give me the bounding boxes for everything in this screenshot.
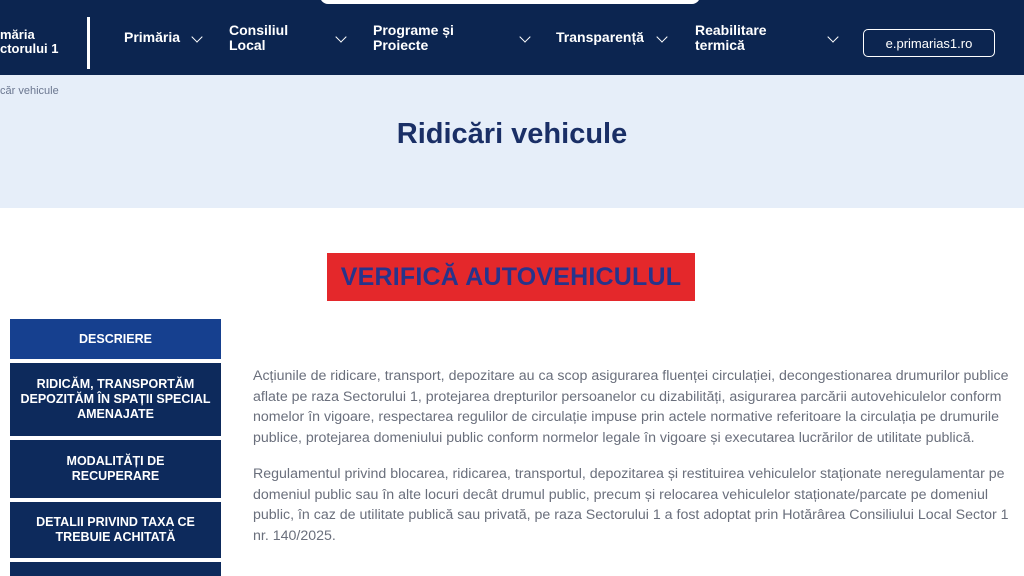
- chevron-down-icon: [656, 31, 667, 42]
- sidebar-item-more[interactable]: [10, 562, 221, 576]
- sidebar-item-label: MODALITĂȚI DE RECUPERARE: [66, 454, 165, 483]
- sidebar-item-descriere[interactable]: [10, 319, 221, 359]
- page-hero: [0, 75, 1024, 208]
- description-paragraph: Acțiunile de ridicare, transport, depozitare au ca scop asigurarea fluenței circulației, decongestionarea drumurilor publice aflate pe raza Sectorului 1, protejarea drepturilor persoanelor cu dizabilități, asigurarea parcării autovehiculelor conform nomelor în vigoare, respectarea regulilor de circulație impuse prin actele normative referitoare la circulația pe drumurile publice, protejarea domeniului public conform normelor legale în vigoare și executarea lucrărilor de utilitate publică.: [253, 368, 1009, 446]
- verify-vehicle-button[interactable]: [327, 253, 695, 301]
- verify-vehicle-label: VERIFICĂ AUTOVEHICULUL: [340, 262, 682, 291]
- nav-label: Proiecte: [373, 36, 429, 53]
- nav-label: Programe și: [373, 21, 454, 38]
- brand-line-2: ctorului 1: [0, 41, 59, 56]
- site-logo-text[interactable]: [0, 28, 59, 56]
- sidebar-item-label: RIDICĂM, TRANSPORTĂM DEPOZITĂM ÎN SPAȚII SPECIAL AMENAJATE: [20, 377, 211, 421]
- description-content: [253, 366, 1013, 562]
- nav-label: termică: [695, 36, 745, 53]
- chevron-down-icon: [191, 31, 202, 42]
- brand-line-1: măria: [0, 27, 35, 42]
- nav-label: Consiliul: [229, 21, 289, 38]
- nav-label: Reabilitare: [695, 21, 767, 38]
- nav-label: Transparență: [556, 29, 644, 45]
- sidebar-item-ridicam[interactable]: [10, 363, 221, 436]
- nav-programe-proiecte[interactable]: [373, 0, 533, 75]
- sidebar-item-modalitati[interactable]: [10, 440, 221, 498]
- site-header: [0, 0, 1024, 75]
- chevron-down-icon: [519, 31, 530, 42]
- sidebar-item-label: DESCRIERE: [79, 331, 152, 346]
- chevron-down-icon: [827, 31, 838, 42]
- nav-transparenta[interactable]: [556, 0, 671, 75]
- nav-consiliul-local[interactable]: [229, 0, 349, 75]
- chevron-down-icon: [335, 31, 346, 42]
- nav-label: Local: [229, 36, 266, 53]
- nav-reabilitare-termica[interactable]: [695, 0, 845, 75]
- e-portal-button[interactable]: e.primarias1.ro: [863, 29, 995, 57]
- description-paragraph: Regulamentul privind blocarea, ridicarea, transportul, depozitarea și restituirea vehiculelor staționate neregulamentar pe domeniul public sau în alte locuri decât drumul public, precum și relocarea vehiculelor staționate/parcate pe domeniul public, în caz de utilitate publică sau privată, pe raza Sectorului 1 a fost adoptat prin Hotărârea Consiliului Local Sector 1 nr. 140/2025.: [253, 466, 1009, 544]
- sidebar-item-label: DETALII PRIVIND TAXA CE TREBUIE ACHITATĂ: [36, 515, 195, 544]
- breadcrumb[interactable]: căr vehicule: [0, 85, 59, 97]
- page-title: Ridicări vehicule: [396, 118, 628, 150]
- brand-divider: [87, 17, 90, 69]
- sidebar-item-taxa[interactable]: [10, 502, 221, 558]
- nav-label: Primăria: [124, 29, 181, 45]
- nav-primaria[interactable]: [124, 0, 214, 75]
